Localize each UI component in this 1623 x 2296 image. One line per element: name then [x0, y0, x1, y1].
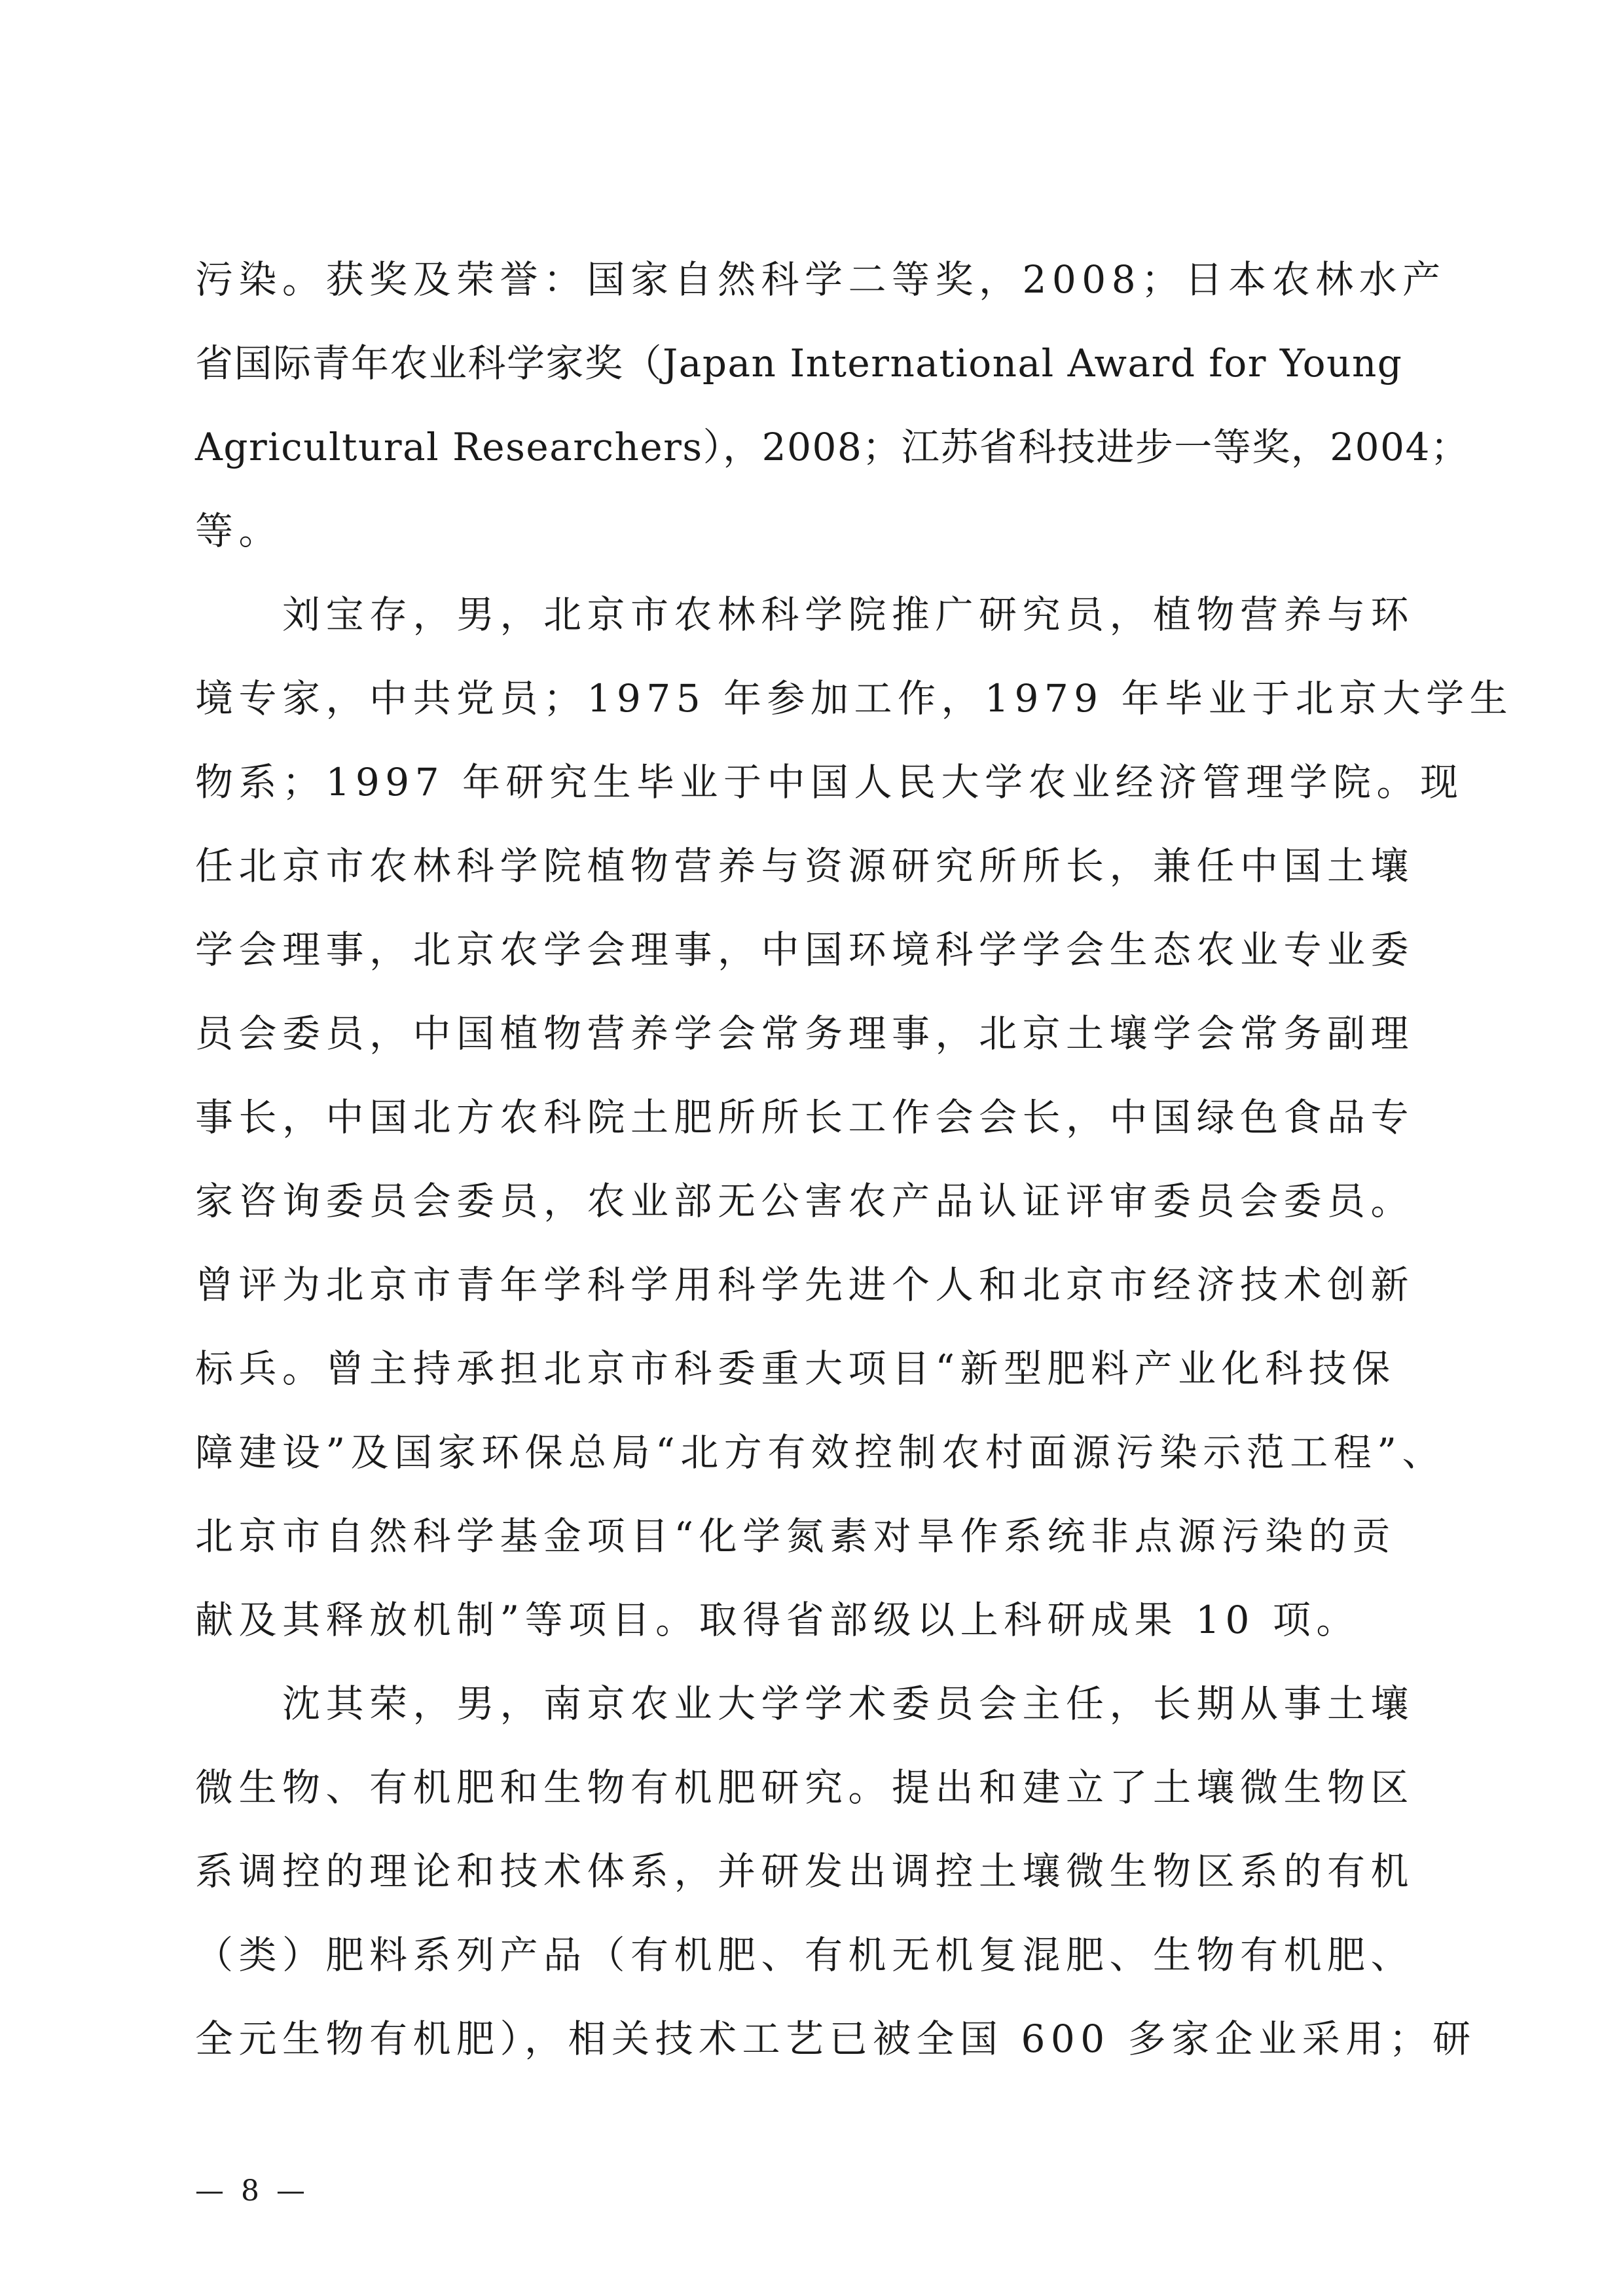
body-text-line: 标兵。曾主持承担北京市科委重大项目“新型肥料产业化科技保 [195, 1346, 1396, 1391]
body-text-line: 献及其释放机制”等项目。取得省部级以上科研成果 10 项。 [195, 1598, 1360, 1642]
body-text-line: 曾评为北京市青年学科学用科学先进个人和北京市经济技术创新 [195, 1263, 1415, 1307]
body-text-line: 污染。获奖及荣誉：国家自然科学二等奖，2008；日本农林水产 [195, 257, 1446, 302]
body-text-line: 物系；1997 年研究生毕业于中国人民大学农业经济管理学院。现 [195, 760, 1464, 804]
body-text-line: 事长，中国北方农科院土肥所所长工作会会长，中国绿色食品专 [195, 1095, 1415, 1139]
body-text-line: 北京市自然科学基金项目“化学氮素对旱作系统非点源污染的贡 [195, 1514, 1396, 1558]
body-text-line: 沈其荣，男，南京农业大学学术委员会主任，长期从事土壤 [195, 1681, 1415, 1726]
body-text-line: 系调控的理论和技术体系，并研发出调控土壤微生物区系的有机 [195, 1849, 1415, 1893]
body-text-line: 任北京市农林科学院植物营养与资源研究所所长，兼任中国土壤 [195, 844, 1415, 888]
body-text-line: 全元生物有机肥），相关技术工艺已被全国 600 多家企业采用；研 [195, 2017, 1476, 2061]
body-text-line: 等。 [195, 509, 283, 553]
body-text-line: 境专家，中共党员；1975 年参加工作，1979 年毕业于北京大学生 [195, 676, 1514, 721]
body-text-line: Agricultural Researchers），2008；江苏省科技进步一等奖，2004； [195, 425, 1470, 469]
body-text-line: （类）肥料系列产品（有机肥、有机无机复混肥、生物有机肥、 [195, 1933, 1415, 1977]
body-text-line: 学会理事，北京农学会理事，中国环境科学学会生态农业专业委 [195, 927, 1415, 972]
body-text-line: 员会委员，中国植物营养学会常务理事，北京土壤学会常务副理 [195, 1011, 1415, 1056]
body-text-line: 家咨询委员会委员，农业部无公害农产品认证评审委员会委员。 [195, 1179, 1415, 1223]
body-text-line: 刘宝存，男，北京市农林科学院推广研究员，植物营养与环 [195, 592, 1415, 637]
body-text-line: 省国际青年农业科学家奖（Japan International Award for Young [195, 341, 1403, 386]
page-number: — 8 — [195, 2174, 309, 2208]
body-text-line: 障建设”及国家环保总局“北方有效控制农村面源污染示范工程”、 [195, 1430, 1446, 1475]
body-text-line: 微生物、有机肥和生物有机肥研究。提出和建立了土壤微生物区 [195, 1765, 1415, 1810]
